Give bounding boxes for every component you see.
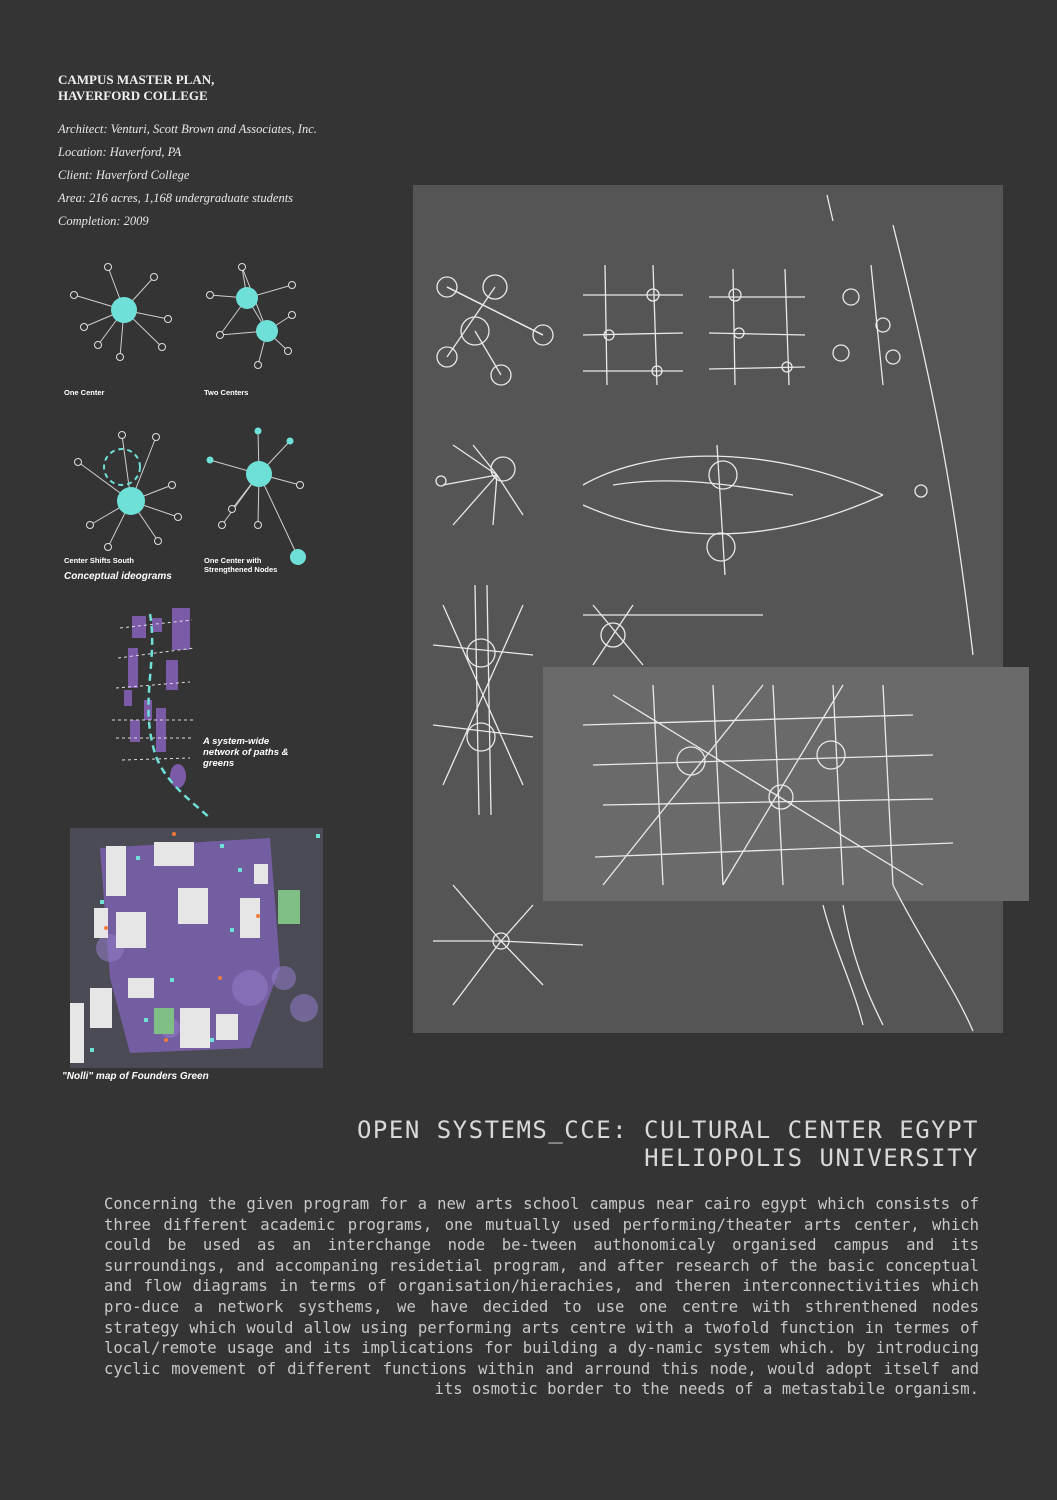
ideograms-caption: Conceptual ideograms [64, 571, 172, 582]
caption-strengthened-line1: One Center with [204, 556, 262, 565]
concept-sketch [413, 185, 1030, 1033]
heading-line1: OPEN SYSTEMS_CCE: CULTURAL CENTER EGYPT [356, 1116, 979, 1144]
network-label-line1: A system-wide [203, 736, 270, 747]
architect-text: Architect: Venturi, Scott Brown and Associates, Inc. [58, 122, 317, 136]
client-text: Client: Haverford College [58, 168, 190, 182]
network-label-line3: greens [203, 758, 235, 769]
main-heading [357, 1116, 979, 1172]
network-label [203, 736, 289, 769]
project-title-line2: HAVERFORD COLLEGE [58, 88, 208, 103]
completion-text: Completion: 2009 [58, 214, 149, 228]
caption-strengthened-nodes [204, 556, 277, 574]
location-text: Location: Haverford, PA [58, 145, 182, 159]
conceptual-ideograms [60, 255, 320, 575]
nolli-map [70, 828, 323, 1068]
caption-two-centers: Two Centers [204, 388, 249, 397]
project-meta [58, 118, 317, 233]
project-title-line1: CAMPUS MASTER PLAN, [58, 72, 215, 87]
paths-network-diagram [110, 600, 220, 820]
sketch-inset-grid [543, 667, 1029, 901]
nolli-caption: "Nolli" map of Founders Green [62, 1071, 209, 1082]
caption-one-center: One Center [64, 388, 105, 397]
project-title [58, 72, 214, 104]
caption-center-shifts: Center Shifts South [64, 556, 135, 565]
network-label-line2: network of paths & [203, 747, 289, 758]
area-text: Area: 216 acres, 1,168 undergraduate students [58, 191, 294, 205]
heading-line2: HELIOPOLIS UNIVERSITY [644, 1144, 979, 1172]
caption-strengthened-line2: Strengthened Nodes [204, 565, 278, 574]
project-description: Concerning the given program for a new arts school campus near cairo egypt which consists of three different academic programs, one mutually used performing/theater arts center, which could be used as an interchange node be-tween authonomicaly organised campus and its surroundings, and accompaning residetial program, and after research of the basic conceptual and flow diagrams in terms of organisation/hierachies, and theren interconnectivities which pro-duce a network systhems, we have decided to use one centre with sthrenthened nodes strategy which would allow using performing arts centre with a twofold function in termes of local/remote usage and its implications for building a dy-namic system which. by introducing cyclic movement of different functions within and arround this node, would adopt itself and its osmotic border to the needs of a metastabile organism. [104, 1195, 979, 1399]
